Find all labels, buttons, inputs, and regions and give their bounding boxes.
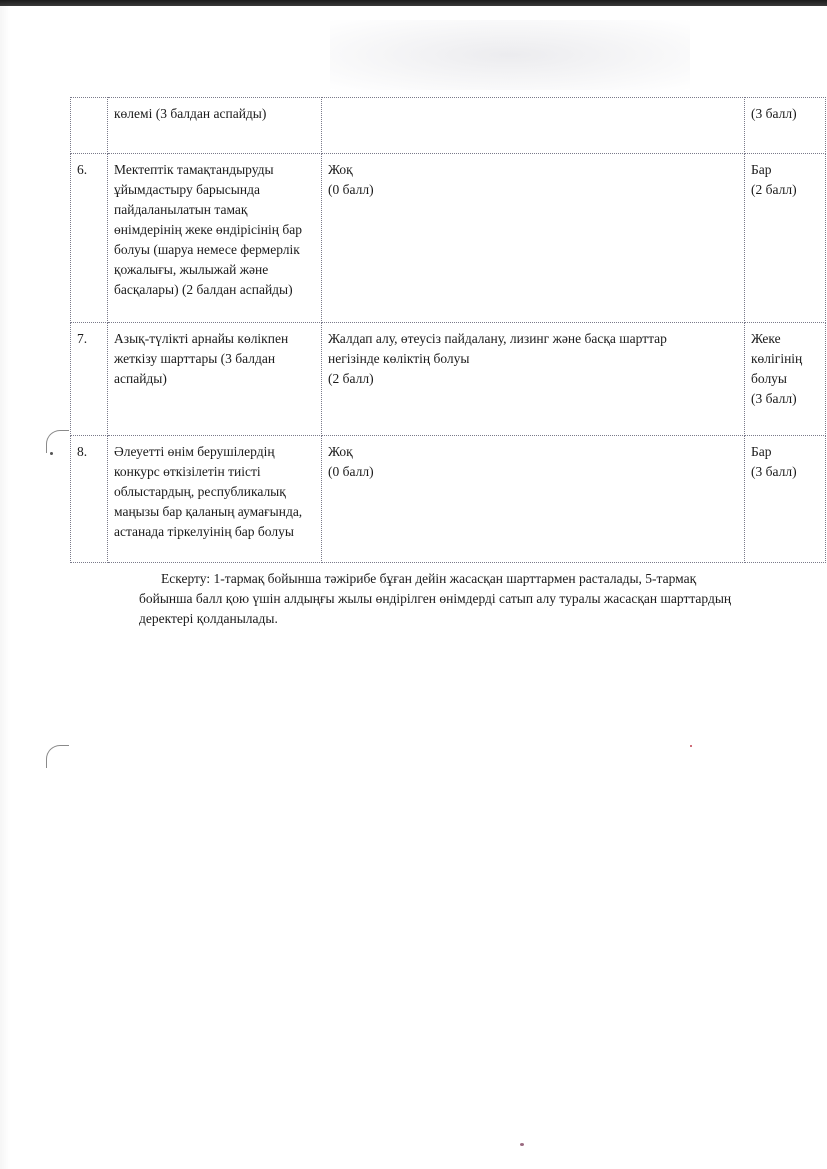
row-number — [71, 98, 108, 154]
scan-speck — [50, 452, 53, 455]
criterion-line: көлемі (3 балдан аспайды) — [114, 106, 267, 121]
option-cell — [322, 323, 745, 436]
score-line: Бар — [751, 444, 772, 459]
criterion-line: қожалығы, жылыжай және — [114, 262, 269, 277]
option-cell — [322, 154, 745, 323]
table-row — [71, 98, 826, 154]
criterion-line: аспайды) — [114, 371, 167, 386]
score-line: көлігінің — [751, 351, 803, 366]
score-line: болуы — [751, 371, 787, 386]
footnote-line: Ескерту: 1-тармақ бойынша тәжірибе бұған дейін жасасқан шарттармен расталады, 5-тармақ — [161, 571, 697, 586]
criterion-line: болуы (шаруа немесе фермерлік — [114, 242, 300, 257]
criterion-line: облыстардың, республикалық — [114, 484, 286, 499]
option-line: Жоқ — [328, 162, 353, 177]
footnote-line: деректері қолданылады. — [139, 611, 278, 626]
scan-speck — [520, 1143, 524, 1146]
punch-hole-mark — [46, 430, 69, 453]
score-cell — [745, 98, 826, 154]
table-row — [71, 436, 826, 563]
scan-left-shadow — [0, 0, 10, 1169]
score-line: (3 балл) — [751, 106, 797, 121]
criterion-line: ұйымдастыру барысында — [114, 182, 260, 197]
score-line: (3 балл) — [751, 464, 797, 479]
criterion-line: Әлеуетті өнім берушілердің — [114, 444, 275, 459]
row-number: 7. — [71, 323, 108, 436]
footnote — [139, 569, 779, 629]
criterion-line: маңызы бар қаланың аумағында, — [114, 504, 303, 519]
scan-speck — [690, 745, 692, 747]
score-cell — [745, 436, 826, 563]
table-row — [71, 154, 826, 323]
score-line: Бар — [751, 162, 772, 177]
option-line: Жоқ — [328, 444, 353, 459]
score-line: Жеке — [751, 331, 781, 346]
option-line: (2 балл) — [328, 371, 374, 386]
footnote-line: бойынша балл қою үшін алдыңғы жылы өндірілген өнімдерді сатып алу туралы жасасқан шарттардың — [139, 591, 732, 606]
criterion-line: астанада тіркелуінің бар болуы — [114, 524, 294, 539]
option-line: негізінде көліктің болуы — [328, 351, 470, 366]
criterion-line: Мектептік тамақтандыруды — [114, 162, 274, 177]
scan-top-edge — [0, 0, 827, 6]
row-number: 6. — [71, 154, 108, 323]
option-cell — [322, 436, 745, 563]
criterion-line: пайдаланылатын тамақ — [114, 202, 248, 217]
criterion-cell — [108, 323, 322, 436]
criterion-line: конкурс өткізілетін тиісті — [114, 464, 261, 479]
punch-hole-mark — [46, 745, 69, 768]
row-number: 8. — [71, 436, 108, 563]
criterion-cell — [108, 436, 322, 563]
criterion-line: өнімдерінің жеке өндірісінің бар — [114, 222, 302, 237]
table-row — [71, 323, 826, 436]
score-line: (3 балл) — [751, 391, 797, 406]
criteria-table — [70, 97, 826, 563]
score-cell — [745, 323, 826, 436]
criterion-line: Азық-түлікті арнайы көлікпен — [114, 331, 289, 346]
criterion-line: басқалары) (2 балдан аспайды) — [114, 282, 293, 297]
option-line: (0 балл) — [328, 182, 374, 197]
criterion-cell — [108, 154, 322, 323]
criterion-cell — [108, 98, 322, 154]
option-line: (0 балл) — [328, 464, 374, 479]
score-line: (2 балл) — [751, 182, 797, 197]
score-cell — [745, 154, 826, 323]
option-cell — [322, 98, 745, 154]
scan-smudge — [330, 20, 690, 90]
option-line: Жалдап алу, өтеусіз пайдалану, лизинг және басқа шарттар — [328, 331, 667, 346]
criterion-line: жеткізу шарттары (3 балдан — [114, 351, 276, 366]
